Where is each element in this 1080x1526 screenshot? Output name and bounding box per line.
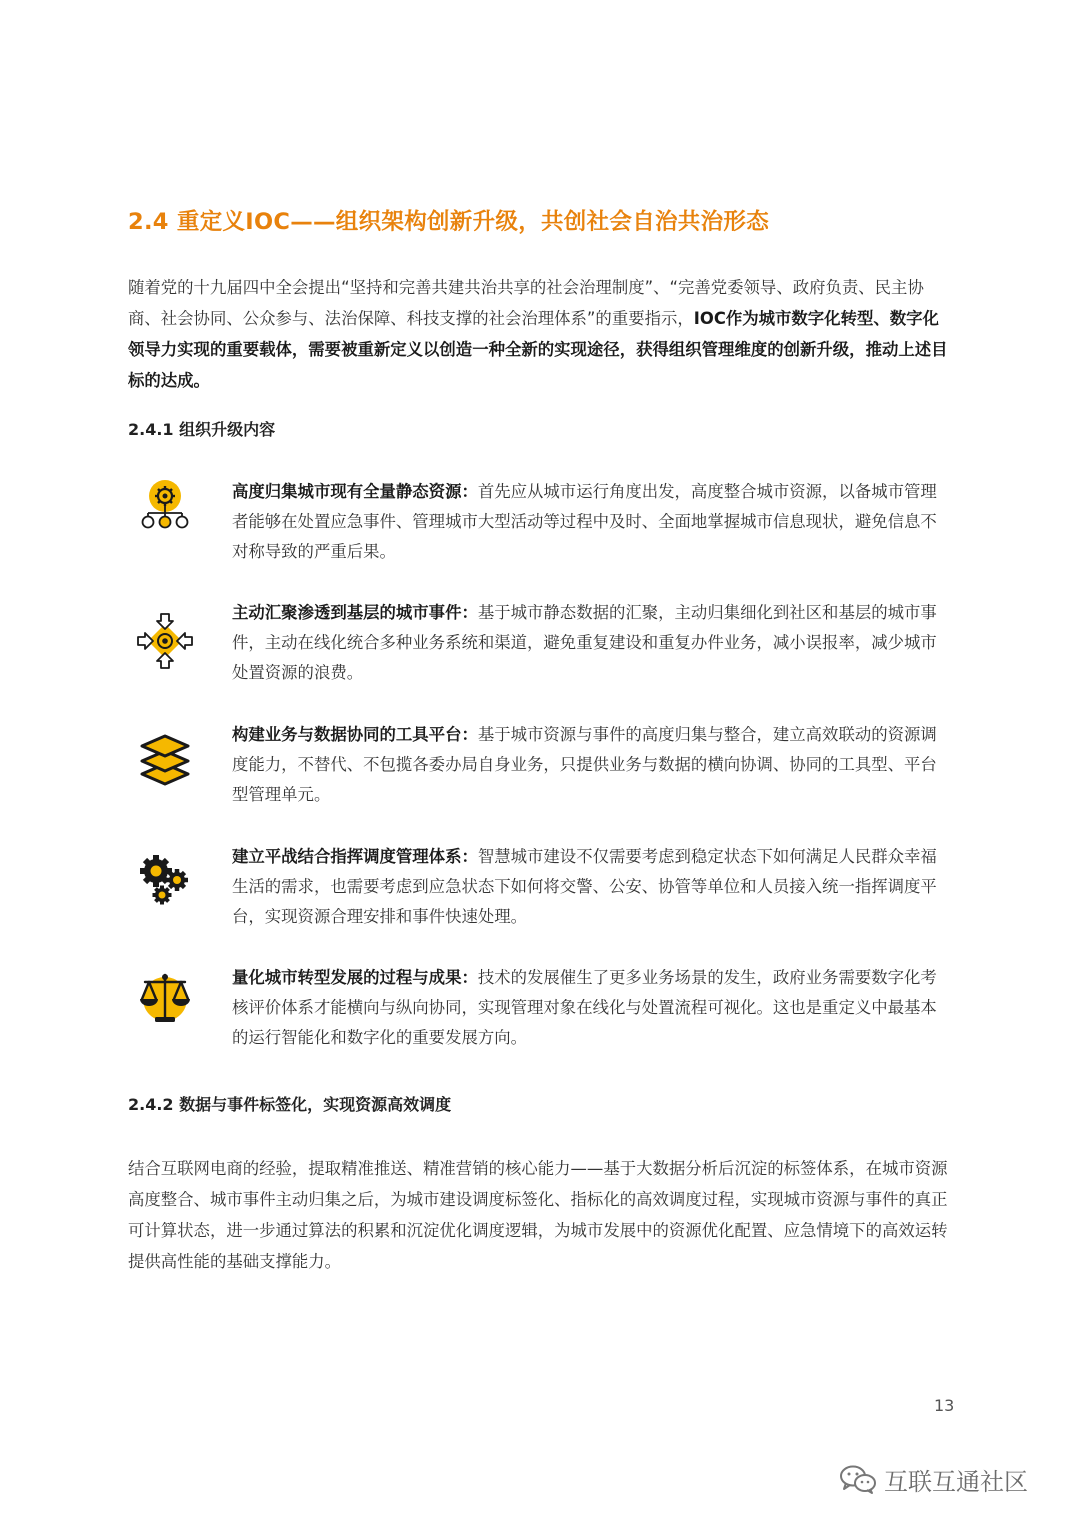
list-item (128, 477, 952, 573)
list-item-text (232, 598, 952, 688)
list-item (128, 842, 952, 938)
converge-arrows-icon (136, 612, 194, 670)
watermark-text: 互联互通社区 (884, 1467, 1028, 1496)
list-item-body: 技术的发展催生了更多业务场景的发生，政府业务需要数字化考核评价体系才能横向与纵向协同，实现管理对象在线化与处置流程可视化。这也是重定义中最基本的运行智能化和数字化的重要发展方向。 (232, 968, 937, 1047)
list-item-text (232, 720, 952, 810)
watermark (838, 1462, 1028, 1496)
intro-bold-text: IOC作为城市数字化转型、数字化领导力实现的重要载体，需要被重新定义以创造一种全新的实现途径，获得组织管理维度的创新升级，推动上述目标的达成。 (128, 309, 948, 390)
list-item-text (232, 842, 952, 932)
list-item-body: 智慧城市建设不仅需要考虑到稳定状态下如何满足人民群众幸福生活的需求，也需要考虑到应急状态下如何将交警、公安、协管等单位和人员接入统一指挥调度平台，实现资源合理安排和事件快速处理。 (232, 847, 937, 926)
list-item-title: 主动汇聚渗透到基层的城市事件： (232, 603, 478, 622)
list-item-body: 基于城市资源与事件的高度归集与整合，建立高效联动的资源调度能力，不替代、不包揽各委办局自身业务，只提供业务与数据的横向协调、协同的工具型、平台型管理单元。 (232, 725, 937, 804)
list-item (128, 598, 952, 694)
list-item-text (232, 963, 952, 1053)
list-item (128, 963, 952, 1059)
section-title: 2.4 重定义IOC——组织架构创新升级，共创社会自治共治形态 (128, 209, 770, 235)
subsection-heading-2: 2.4.2 数据与事件标签化，实现资源高效调度 (128, 1095, 452, 1114)
list-item-title: 高度归集城市现有全量静态资源： (232, 482, 478, 501)
list-item-body: 基于城市静态数据的汇聚，主动归集细化到社区和基层的城市事件，主动在线化统合多种业务系统和渠道，避免重复建设和重复办件业务，减小误报率，减少城市处置资源的浪费。 (232, 603, 937, 682)
resource-gears-icon (136, 477, 194, 535)
subsection-heading-1: 2.4.1 组织升级内容 (128, 420, 276, 439)
list-item-title: 量化城市转型发展的过程与成果： (232, 968, 478, 987)
list-item (128, 720, 952, 816)
wechat-icon (838, 1463, 878, 1495)
list-item-text (232, 477, 952, 567)
layers-icon (136, 730, 194, 788)
list-item-title: 构建业务与数据协同的工具平台： (232, 725, 478, 744)
page-number: 13 (934, 1396, 955, 1415)
balance-scale-icon (136, 969, 194, 1027)
body-paragraph: 结合互联网电商的经验，提取精准推送、精准营销的核心能力——基于大数据分析后沉淀的标签体系，在城市资源高度整合、城市事件主动归集之后，为城市建设调度标签化、指标化的高效调度过程，实现城市资源与事件的真正可计算状态，进一步通过算法的积累和沉淀优化调度逻辑，为城市发展中的资源优化配置、应急情境下的高效运转提供高性能的基础支撑能力。 (128, 1159, 948, 1271)
list-item-body: 首先应从城市运行角度出发，高度整合城市资源，以备城市管理者能够在处置应急事件、管理城市大型活动等过程中及时、全面地掌握城市信息现状，避免信息不对称导致的严重后果。 (232, 482, 937, 561)
list-item-title: 建立平战结合指挥调度管理体系： (232, 847, 478, 866)
intro-text: 随着党的十九届四中全会提出“坚持和完善共建共治共享的社会治理制度”、“完善党委领导、政府负责、民主协商、社会协同、公众参与、法治保障、科技支撑的社会治理体系”的重要指示， (128, 278, 924, 328)
intro-paragraph (128, 272, 952, 396)
gears-icon (136, 850, 194, 908)
